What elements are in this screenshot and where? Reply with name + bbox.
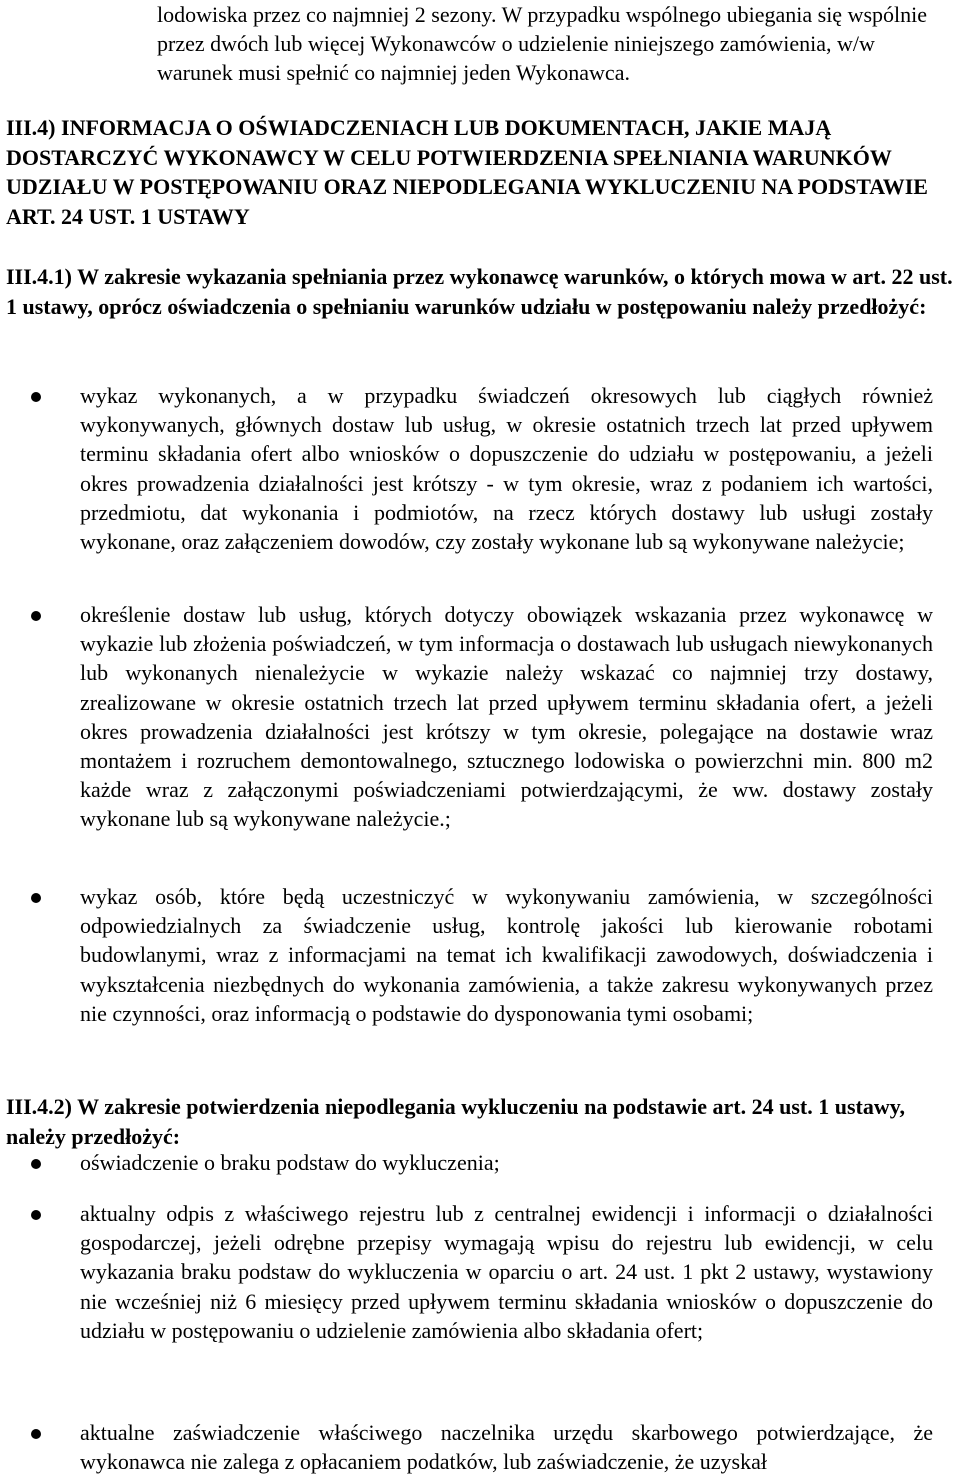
list-item: oświadczenie o braku podstaw do wykluczenia;: [80, 1150, 500, 1175]
list-item: wykaz wykonanych, a w przypadku świadczeń okresowych lub ciągłych również wykonywanych, głównych dostaw lub usług, w okresie ostatnich trzech lat przed upływem terminu składania ofert albo wniosków o dopuszczenie do udziału w postępowaniu, a jeżeli okres prowadzenia działalności jest krótszy - w tym okresie, wraz z podaniem ich wartości, przedmiotu, dat wykonania i podmiotów, na rzecz których dostawy lub usługi zostały wykonane, oraz załączeniem dowodów, czy zostały wykonane lub są wykonywane należycie;: [80, 383, 933, 555]
intro-paragraph: lodowiska przez co najmniej 2 sezony. W przypadku wspólnego ubiegania się wspólnie przez dwóch lub więcej Wykonawców o udzielenie niniejszego zamówienia, w/w warunek musi spełnić co najmniej jeden Wykonawca.: [157, 2, 928, 85]
bullet-icon: [31, 1210, 41, 1220]
bullet-icon: [31, 1429, 41, 1439]
list-item: określenie dostaw lub usług, których dotyczy obowiązek wskazania przez wykonawcę w wykazie lub złożenia poświadczeń, w tym informacja o dostawach lub usługach niewykonanych lub wykonanych nienależycie w wykazie należy wskazać co najmniej trzy dostawy, zrealizowane w okresie ostatnich trzech lat przed upływem terminu składania ofert, a jeżeli okres prowadzenia działalności jest krótszy w tym okresie, polegające na dostawie wraz montażem i rozruchem demontowalnego, sztucznego lodowiska o powierzchni min. 800 m2 każde wraz z załączonymi poświadczeniami potwierdzającymi, że ww. dostawy zostały wykonane lub są wykonywane należycie.;: [80, 602, 933, 832]
list-item: aktualne zaświadczenie właściwego naczelnika urzędu skarbowego potwierdzające, że wykonawca nie zalega z opłacaniem podatków, lub zaświadczenie, że uzyskał: [80, 1420, 933, 1475]
subsection-1-heading: III.4.1) W zakresie wykazania spełniania przez wykonawcę warunków, o których mowa w art. 22 ust. 1 ustawy, oprócz oświadczenia o spełnianiu warunków udziału w postępowaniu należy przedłożyć:: [6, 264, 953, 319]
section-heading: III.4) INFORMACJA O OŚWIADCZENIACH LUB DOKUMENTACH, JAKIE MAJĄ DOSTARCZYĆ WYKONAWCY W CELU POTWIERDZENIA SPEŁNIANIA WARUNKÓW UDZIAŁU W POSTĘPOWANIU ORAZ NIEPODLEGANIA WYKLUCZENIU NA PODSTAWIE ART. 24 UST. 1 USTAWY: [6, 115, 928, 229]
bullet-icon: [31, 392, 41, 402]
subsection-2-heading: III.4.2) W zakresie potwierdzenia niepodlegania wykluczeniu na podstawie art. 24 ust. 1 ustawy, należy przedłożyć:: [6, 1094, 906, 1149]
list-item: wykaz osób, które będą uczestniczyć w wykonywaniu zamówienia, w szczególności odpowiedzialnych za świadczenie usług, kontrolę jakości lub kierowanie robotami budowlanymi, wraz z informacjami na temat ich kwalifikacji zawodowych, doświadczenia i wykształcenia niezbędnych do wykonania zamówienia, a także zakresu wykonywanych przez nie czynności, oraz informacją o podstawie do dysponowania tymi osobami;: [80, 884, 933, 1026]
list-item: aktualny odpis z właściwego rejestru lub z centralnej ewidencji i informacji o działalności gospodarczej, jeżeli odrębne przepisy wymagają wpisu do rejestru lub ewidencji, w celu wykazania braku podstaw do wykluczenia w oparciu o art. 24 ust. 1 pkt 2 ustawy, wystawiony nie wcześniej niż 6 miesięcy przed upływem terminu składania wniosków o dopuszczenie do udziału w postępowaniu o udzielenie zamówienia albo składania ofert;: [80, 1201, 933, 1343]
bullet-icon: [31, 893, 41, 903]
bullet-icon: [31, 1159, 41, 1169]
bullet-icon: [31, 611, 41, 621]
